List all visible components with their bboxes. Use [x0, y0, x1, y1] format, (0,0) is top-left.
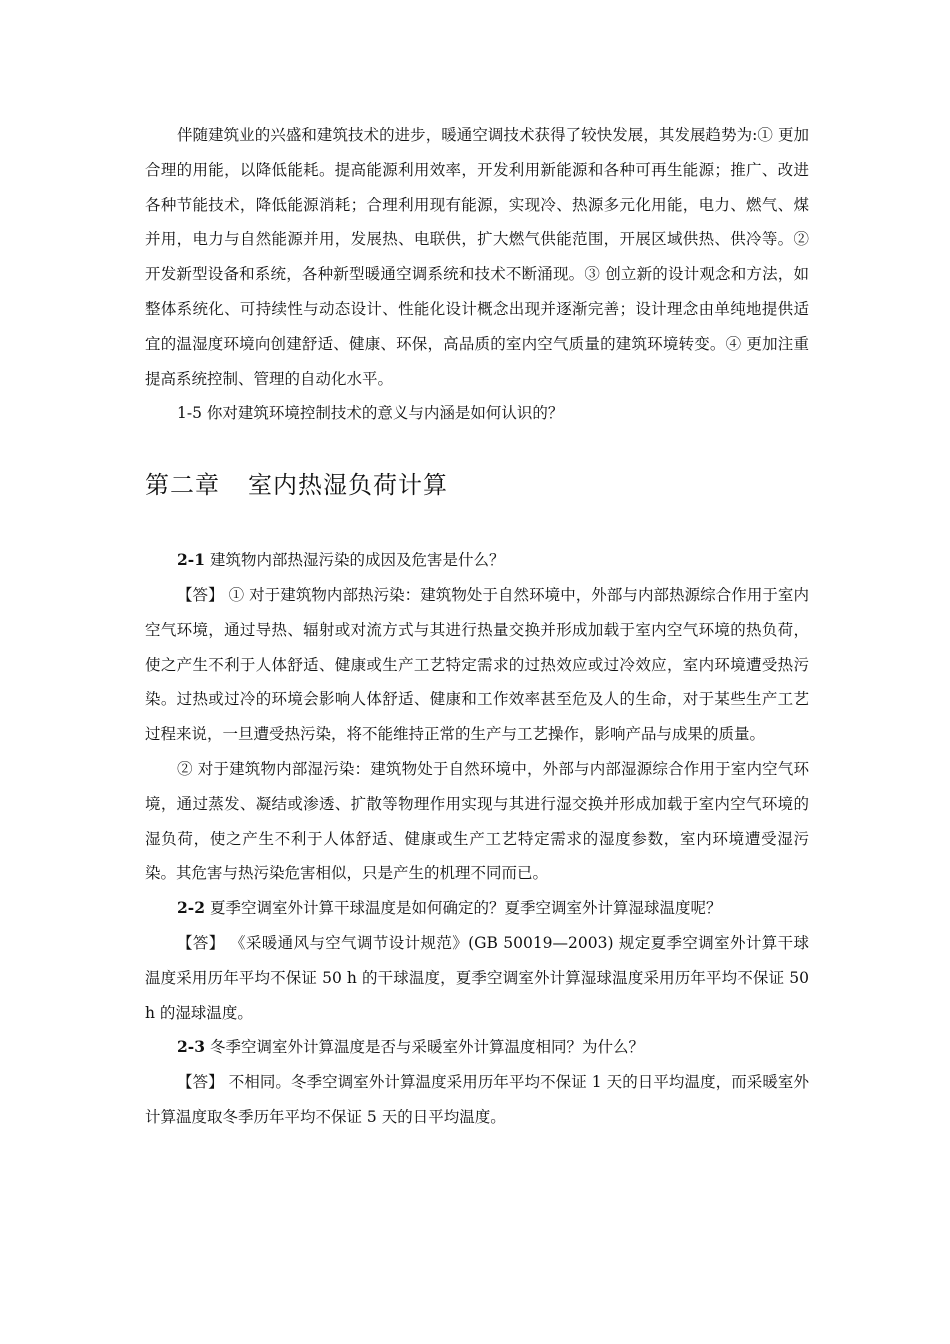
intro-paragraph: 伴随建筑业的兴盛和建筑技术的进步，暖通空调技术获得了较快发展，其发展趋势为:① 更加合理的用能，以降低能耗。提高能源利用效率，开发利用新能源和各种可再生能源；推广、改进各种节能技术，降低能源消耗；合理利用现有能源，实现冷、热源多元化用能，电力、燃气、煤并用，电力与自然能源并用，发展热、电联供，扩大燃气供能范围，开展区域供热、供冷等。② 开发新型设备和系统，各种新型暖通空调系统和技术不断涌现。③ 创立新的设计观念和方法，如整体系统化、可持续性与动态设计、性能化设计概念出现并逐渐完善；设计理念由单纯地提供适宜的温湿度环境向创建舒适、健康、环保，高品质的室内空气质量的建筑环境转变。④ 更加注重提高系统控制、管理的自动化水平。: [145, 126, 809, 388]
question-text: 冬季空调室外计算温度是否与采暖室外计算温度相同？为什么？: [209, 1038, 644, 1057]
question-2-1: [145, 543, 809, 578]
question-2-3: [145, 1030, 809, 1065]
question-number: 2-1: [177, 550, 206, 570]
document-body: [145, 118, 809, 1135]
question-number: 2-3: [177, 1037, 206, 1057]
chapter-number: 第二章: [145, 471, 220, 500]
question-number: 2-2: [177, 898, 206, 918]
question-text: 建筑物内部热湿污染的成因及危害是什么？: [209, 551, 505, 570]
answer-2-1-part-2: ② 对于建筑物内部湿污染：建筑物处于自然环境中，外部与内部湿源综合作用于室内空气环境，通过蒸发、凝结或渗透、扩散等物理作用实现与其进行湿交换并形成加载于室内空气环境的湿负荷，使之产生不利于人体舒适、健康或生产工艺特定需求的湿度参数，室内环境遭受湿污染。其危害与热污染危害相似，只是产生的机理不同而已。: [145, 759, 809, 883]
answer-2-3: [145, 1065, 809, 1135]
answer-tag: 【答】: [177, 1073, 224, 1092]
question-1-5: 1-5 你对建筑环境控制技术的意义与内涵是如何认识的？: [177, 404, 564, 423]
question-text: 夏季空调室外计算干球温度是如何确定的？夏季空调室外计算湿球温度呢？: [209, 899, 722, 918]
answer-2-2: [145, 926, 809, 1030]
answer-2-1: [145, 578, 809, 752]
question-2-2: [145, 891, 809, 926]
answer-text: 不相同。冬季空调室外计算温度采用历年平均不保证 1 天的日平均温度，而采暖室外计算温度取冬季历年平均不保证 5 天的日平均温度。: [145, 1073, 809, 1126]
chapter-title: 室内热湿负荷计算: [248, 471, 448, 500]
chapter-heading: [145, 465, 809, 505]
answer-tag: 【答】: [177, 585, 224, 604]
answer-tag: 【答】: [177, 933, 225, 952]
answer-text: 《采暖通风与空气调节设计规范》(GB 50019—2003) 规定夏季空调室外计算干球温度采用历年平均不保证 50 h 的干球温度，夏季空调室外计算湿球温度采用历年平均不保证 50 h 的湿球温度。: [145, 933, 809, 1022]
answer-text: ① 对于建筑物内部热污染：建筑物处于自然环境中，外部与内部热源综合作用于室内空气环境，通过导热、辐射或对流方式与其进行热量交换并形成加载于室内空气环境的热负荷，使之产生不利于人体舒适、健康或生产工艺特定需求的过热效应或过冷效应，室内环境遭受热污染。过热或过冷的环境会影响人体舒适、健康和工作效率甚至危及人的生命，对于某些生产工艺过程来说，一旦遭受热污染，将不能维持正常的生产与工艺操作，影响产品与成果的质量。: [145, 585, 809, 744]
